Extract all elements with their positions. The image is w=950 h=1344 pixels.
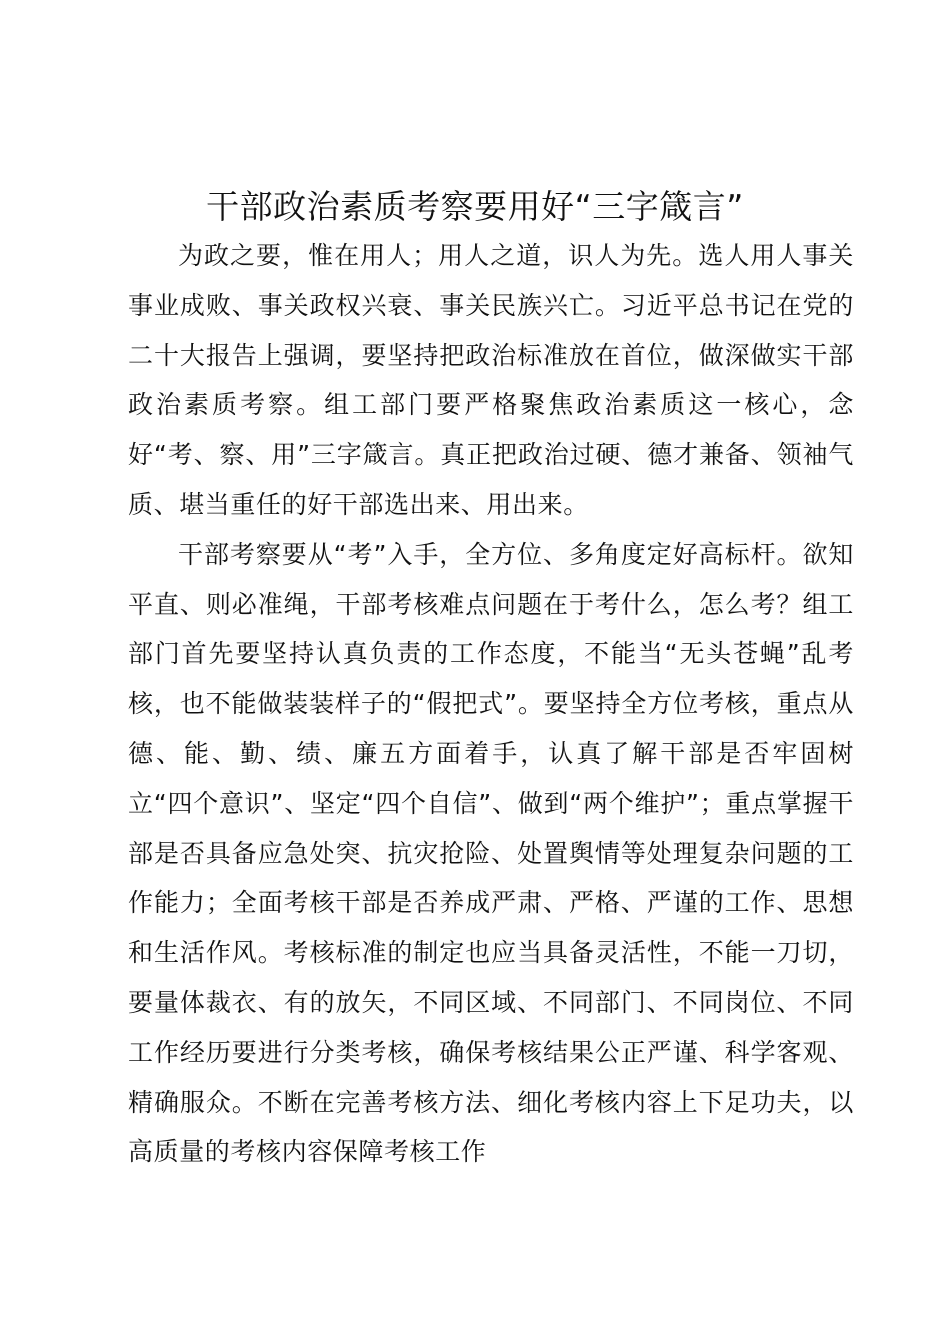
document-body (128, 231, 854, 1177)
paragraph-2: 干部考察要从“考”入手，全方位、多角度定好高标杆。欲知平直、则必准绳，干部考核难点问题在于考什么，怎么考？组工部门首先要坚持认真负责的工作态度，不能当“无头苍蝇”乱考核，也不能做装装样子的“假把式”。要坚持全方位考核，重点从德、能、勤、绩、廉五方面着手，认真了解干部是否牢固树立“四个意识”、坚定“四个自信”、做到“两个维护”；重点掌握干部是否具备应急处突、抗灾抢险、处置舆情等处理复杂问题的工作能力；全面考核干部是否养成严肃、严格、严谨的工作、思想和生活作风。考核标准的制定也应当具备灵活性，不能一刀切，要量体裁衣、有的放矢，不同区域、不同部门、不同岗位、不同工作经历要进行分类考核，确保考核结果公正严谨、科学客观、精确服众。不断在完善考核方法、细化考核内容上下足功夫，以高质量的考核内容保障考核工作 (128, 539, 854, 1167)
document-title: 干部政治素质考察要用好“三字箴言” (206, 187, 744, 226)
paragraph-1: 为政之要，惟在用人；用人之道，识人为先。选人用人事关事业成败、事关政权兴衰、事关民族兴亡。习近平总书记在党的二十大报告上强调，要坚持把政治标准放在首位，做深做实干部政治素质考察。组工部门要严格聚焦政治素质这一核心，念好“考、察、用”三字箴言。真正把政治过硬、德才兼备、领袖气质、堪当重任的好干部选出来、用出来。 (128, 241, 854, 519)
